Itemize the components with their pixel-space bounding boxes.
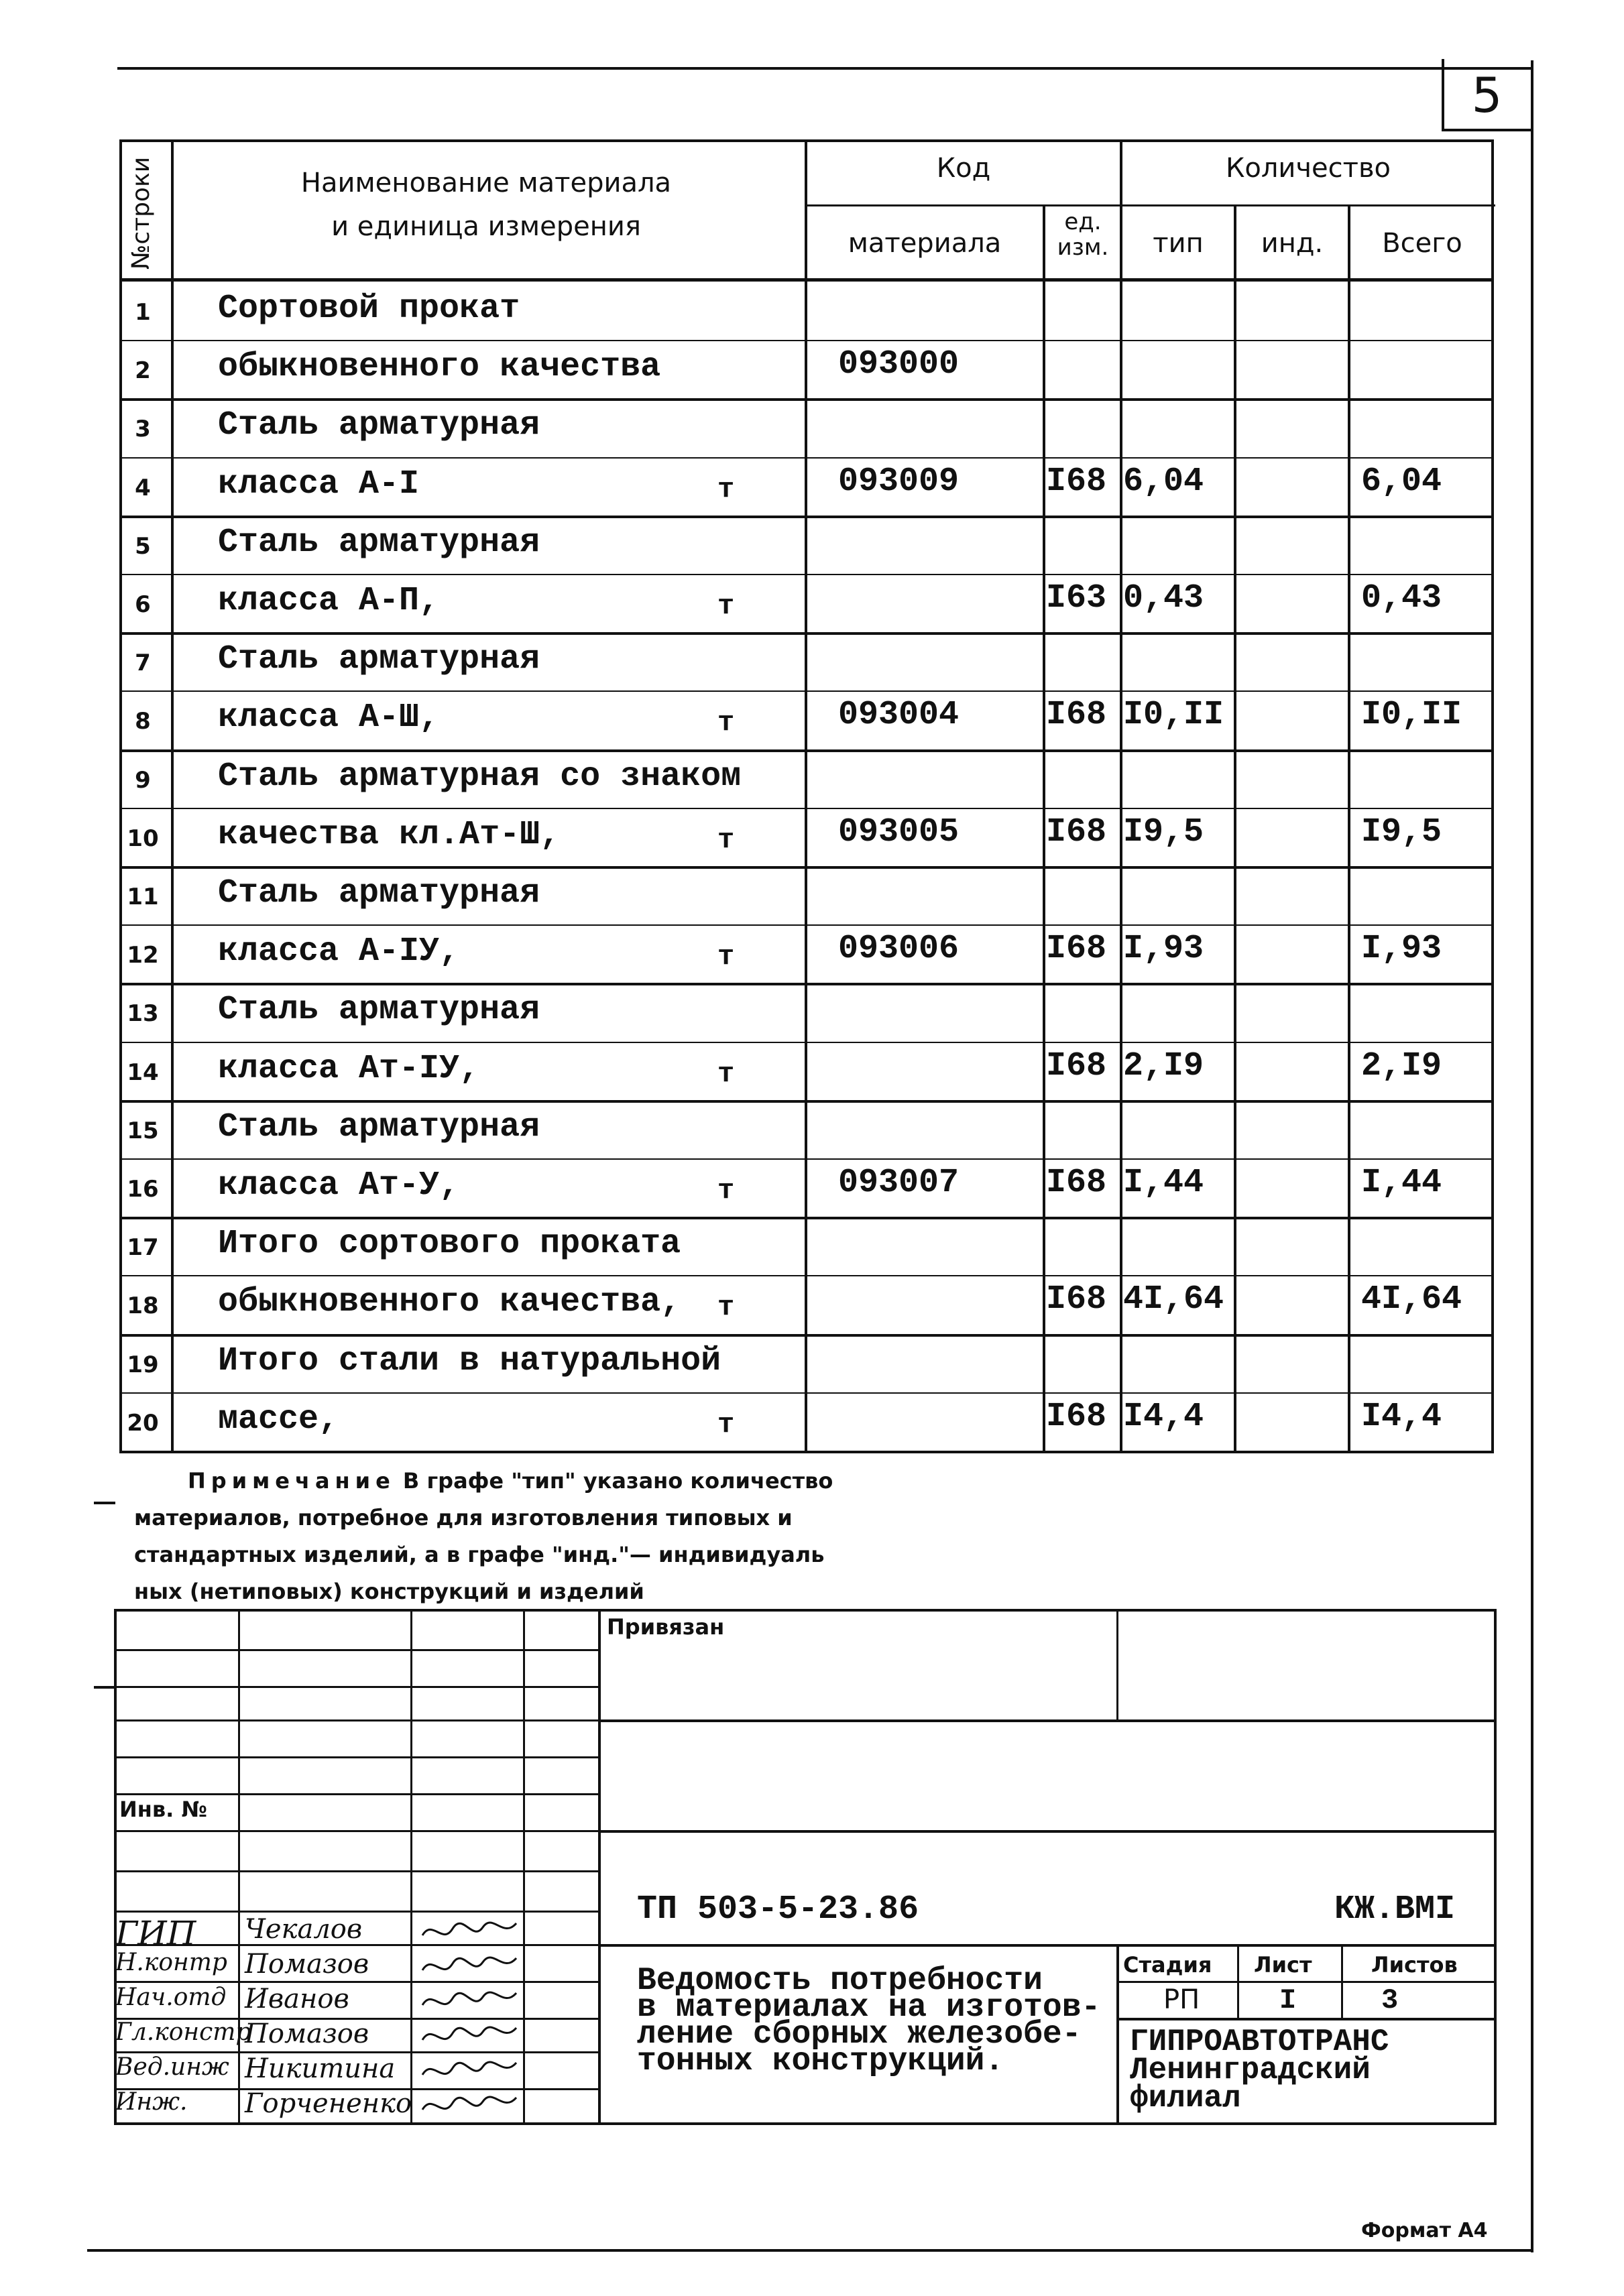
stage-value: РП [1163,1984,1200,2015]
tb-grid-line [114,1686,600,1688]
row-number: 13 [127,1000,159,1028]
org-line1: ГИПРОАВТОТРАНС [1130,2025,1389,2059]
header-code: Код [936,153,991,184]
row-line [119,1100,1494,1103]
row-line [119,1334,1494,1337]
material-code: 093005 [838,812,960,851]
row-number: 17 [127,1234,159,1262]
unit-code: I68 [1046,462,1107,501]
org-line3: филиал [1130,2081,1241,2116]
doc-title [637,1963,1101,2079]
header-qty-ind: инд. [1261,228,1324,259]
privyazan-divider [1116,1609,1118,1719]
row-number: 11 [127,884,159,910]
stage-h-2 [1116,2018,1497,2020]
qty-type: I,44 [1123,1164,1204,1202]
col-line-4 [1120,139,1122,1453]
tb-h-docnum [598,1830,1497,1833]
signature-name: Чекалов [245,1914,363,1945]
unit-label: т [717,473,735,505]
unit-label: т [717,1057,735,1090]
unit-code: I68 [1046,1046,1107,1085]
signature-scribble-icon [419,1950,520,1984]
doc-title-line3: ление сборных железобе- [637,2016,1082,2053]
row-number: 14 [127,1059,159,1086]
unit-label: т [717,707,735,739]
qty-total: 2,I9 [1361,1046,1442,1085]
material-name: Сталь арматурная [218,523,540,562]
row-line [119,574,1494,575]
unit-code: I68 [1046,812,1107,851]
format-label: Формат А4 [1361,2219,1488,2242]
signature-scribble-icon [419,1985,520,2018]
row-number: 9 [135,766,151,794]
unit-code: I68 [1046,930,1107,969]
qty-type: I0,II [1123,696,1224,735]
doc-title-line2: в материалах на изготов- [637,1990,1101,2026]
tb-grid-line [114,1793,600,1795]
tb-grid-line [114,1830,600,1832]
qty-total: I,44 [1361,1164,1442,1202]
material-name: Сталь арматурная [218,874,540,912]
tb-grid-line [114,1756,600,1758]
row-number: 12 [127,942,159,969]
signature-scribble-icon [419,2055,520,2088]
tb-grid-line [114,1911,600,1913]
signature-role: ГИП [115,1914,196,1953]
row-line [119,516,1494,518]
qty-type: 6,04 [1123,462,1204,501]
material-name: класса Ат-IУ, [218,1049,480,1088]
signature-role: Гл.констр [115,2018,251,2046]
qty-total: I,93 [1361,930,1442,969]
row-number: 5 [135,532,151,560]
material-name: класса А-Ш, [218,699,440,737]
row-number: 8 [135,708,151,735]
row-number: 2 [135,357,151,385]
signature-scribble-icon [419,2020,520,2053]
row-number: 19 [127,1351,159,1378]
signature-name: Помазов [245,1949,369,1980]
material-code: 093000 [838,345,960,384]
row-line [119,1217,1494,1219]
signature-role: Инж. [115,2088,188,2116]
signature-scribble-icon [419,1915,520,1949]
top-border-line [117,67,1532,70]
col-line-2 [805,139,807,1453]
unit-label: т [717,1291,735,1324]
qty-total: I4,4 [1361,1397,1442,1436]
qty-type: 0,43 [1123,579,1204,617]
qty-total: 6,04 [1361,462,1442,501]
material-name: Сталь арматурная [218,991,540,1030]
row-line [119,690,1494,692]
material-name: Сталь арматурная со знаком [218,757,742,796]
signature-scribble-icon [419,2090,520,2123]
qty-type: I4,4 [1123,1397,1204,1436]
note-label: Примечание [188,1468,396,1494]
material-name: обыкновенного качества [218,348,661,387]
unit-code: I68 [1046,1280,1107,1319]
signature-role: Нач.отд [115,1984,227,2011]
signature-name: Иванов [245,1984,349,2014]
unit-code: I68 [1046,1164,1107,1202]
row-line [119,340,1494,341]
row-line [119,983,1494,985]
header-code-unit: ед. изм. [1057,208,1109,261]
header-sep-code [805,204,1495,206]
material-name: Итого сортового проката [218,1225,681,1264]
unit-label: т [717,1174,735,1207]
header-row-number: №строки [127,156,155,270]
material-name: Сталь арматурная [218,406,540,445]
row-line [119,1392,1494,1394]
sheet-label: Лист [1254,1952,1312,1978]
material-code: 093004 [838,696,960,735]
row-line [119,632,1494,635]
row-number: 7 [135,650,151,677]
qty-type: 2,I9 [1123,1046,1204,1085]
unit-label: т [717,1408,735,1441]
inv-number-label: Инв. № [119,1797,207,1822]
signature-name: Горчененко [245,2088,412,2119]
unit-label: т [717,941,735,973]
org-name [1130,2025,1389,2116]
tb-h-title [598,1944,1497,1947]
row-number: 18 [127,1292,159,1320]
material-name: массе, [218,1400,339,1439]
sheet-value: I [1279,1984,1297,2016]
stage-label: Стадия [1123,1952,1212,1978]
qty-type: I,93 [1123,930,1204,969]
doc-title-line4: тонных конструкций. [637,2043,1004,2079]
row-line [119,1275,1494,1276]
note-line2: материалов, потребное для изготовления типовых и [134,1505,793,1530]
material-name: класса А-I [218,465,420,503]
header-qty-total: Всего [1382,228,1462,259]
signature-role: Н.контр [115,1949,227,1976]
stage-block-left [1116,1944,1119,2125]
qty-type: 4I,64 [1123,1280,1224,1319]
header-qty-type: тип [1153,228,1204,259]
row-number: 3 [135,416,151,443]
signature-role: Вед.инж [115,2053,229,2081]
signature-name: Помазов [245,2018,369,2049]
col-line-1 [171,139,174,1453]
row-number: 10 [127,825,159,852]
row-line [119,1158,1494,1160]
material-name: Сталь арматурная [218,1107,540,1146]
sheets-value: 3 [1381,1984,1399,2016]
page-number-box-bottom [1442,129,1532,131]
tb-h-privyazan [598,1719,1497,1722]
tb-grid-line [114,1649,600,1651]
qty-total: 4I,64 [1361,1280,1462,1319]
tb-left-tick [94,1502,115,1504]
note-line1 [188,1468,833,1494]
qty-type: I9,5 [1123,812,1204,851]
material-name: обыкновенного качества, [218,1283,681,1322]
stage-h-1 [1116,1981,1497,1983]
row-number: 16 [127,1176,159,1203]
unit-label: т [717,590,735,622]
header-qty: Количество [1225,153,1391,184]
tb-left-tick2 [94,1686,115,1689]
right-border-line [1531,60,1533,2252]
col-line-3 [1043,204,1045,1453]
header-code-material: материала [848,228,1002,259]
row-number: 1 [135,299,151,326]
unit-code: I68 [1046,696,1107,735]
signature-name: Никитина [245,2053,396,2084]
doc-code: КЖ.ВМI [1334,1890,1456,1929]
sheets-label: Листов [1371,1952,1458,1978]
qty-total: 0,43 [1361,579,1442,617]
note-line4: ных (нетиповых) конструкций и изделий [134,1579,644,1604]
row-line [119,457,1494,459]
bottom-border-line [87,2249,1533,2252]
header-name-line1: Наименование материала [300,168,672,198]
tb-grid-line [114,1870,600,1872]
row-line [119,866,1494,869]
tb-grid-line [114,1981,600,1983]
row-number: 4 [135,474,151,501]
row-number: 20 [127,1409,159,1437]
header-name-line2: и единица измерения [331,211,641,242]
material-name: качества кл.Ат-Ш, [218,815,561,854]
privyazan-label: Привязан [607,1614,725,1640]
row-line [119,1042,1494,1043]
material-code: 093007 [838,1164,960,1202]
unit-label: т [717,823,735,856]
doc-number: ТП 503-5-23.86 [637,1890,919,1929]
row-line [119,808,1494,809]
material-name: Сортовой прокат [218,290,520,328]
tb-grid-line [114,1719,600,1721]
material-name: класса А-П, [218,582,440,620]
unit-code: I63 [1046,579,1107,617]
col-line-5 [1234,204,1236,1453]
qty-total: I0,II [1361,696,1462,735]
row-number: 6 [135,591,151,618]
note-line3: стандартных изделий, а в графе "инд."— индивидуаль [134,1542,825,1567]
row-number: 15 [127,1117,159,1144]
row-line [119,398,1494,401]
doc-title-line1: Ведомость потребности [637,1963,1043,1999]
material-name: Итого стали в натуральной [218,1341,721,1380]
material-name: Сталь арматурная [218,640,540,679]
col-line-6 [1348,204,1350,1453]
material-code: 093006 [838,930,960,969]
row-line [119,924,1494,926]
qty-total: I9,5 [1361,812,1442,851]
unit-code: I68 [1046,1397,1107,1436]
page-number: 5 [1471,67,1503,123]
row-line [119,749,1494,752]
material-name: класса А-IУ, [218,932,460,971]
material-code: 093009 [838,462,960,501]
material-name: класса Ат-У, [218,1166,460,1205]
org-line2: Ленинградский [1130,2053,1371,2088]
note-text1: В графе "тип" указано количество [402,1468,833,1494]
